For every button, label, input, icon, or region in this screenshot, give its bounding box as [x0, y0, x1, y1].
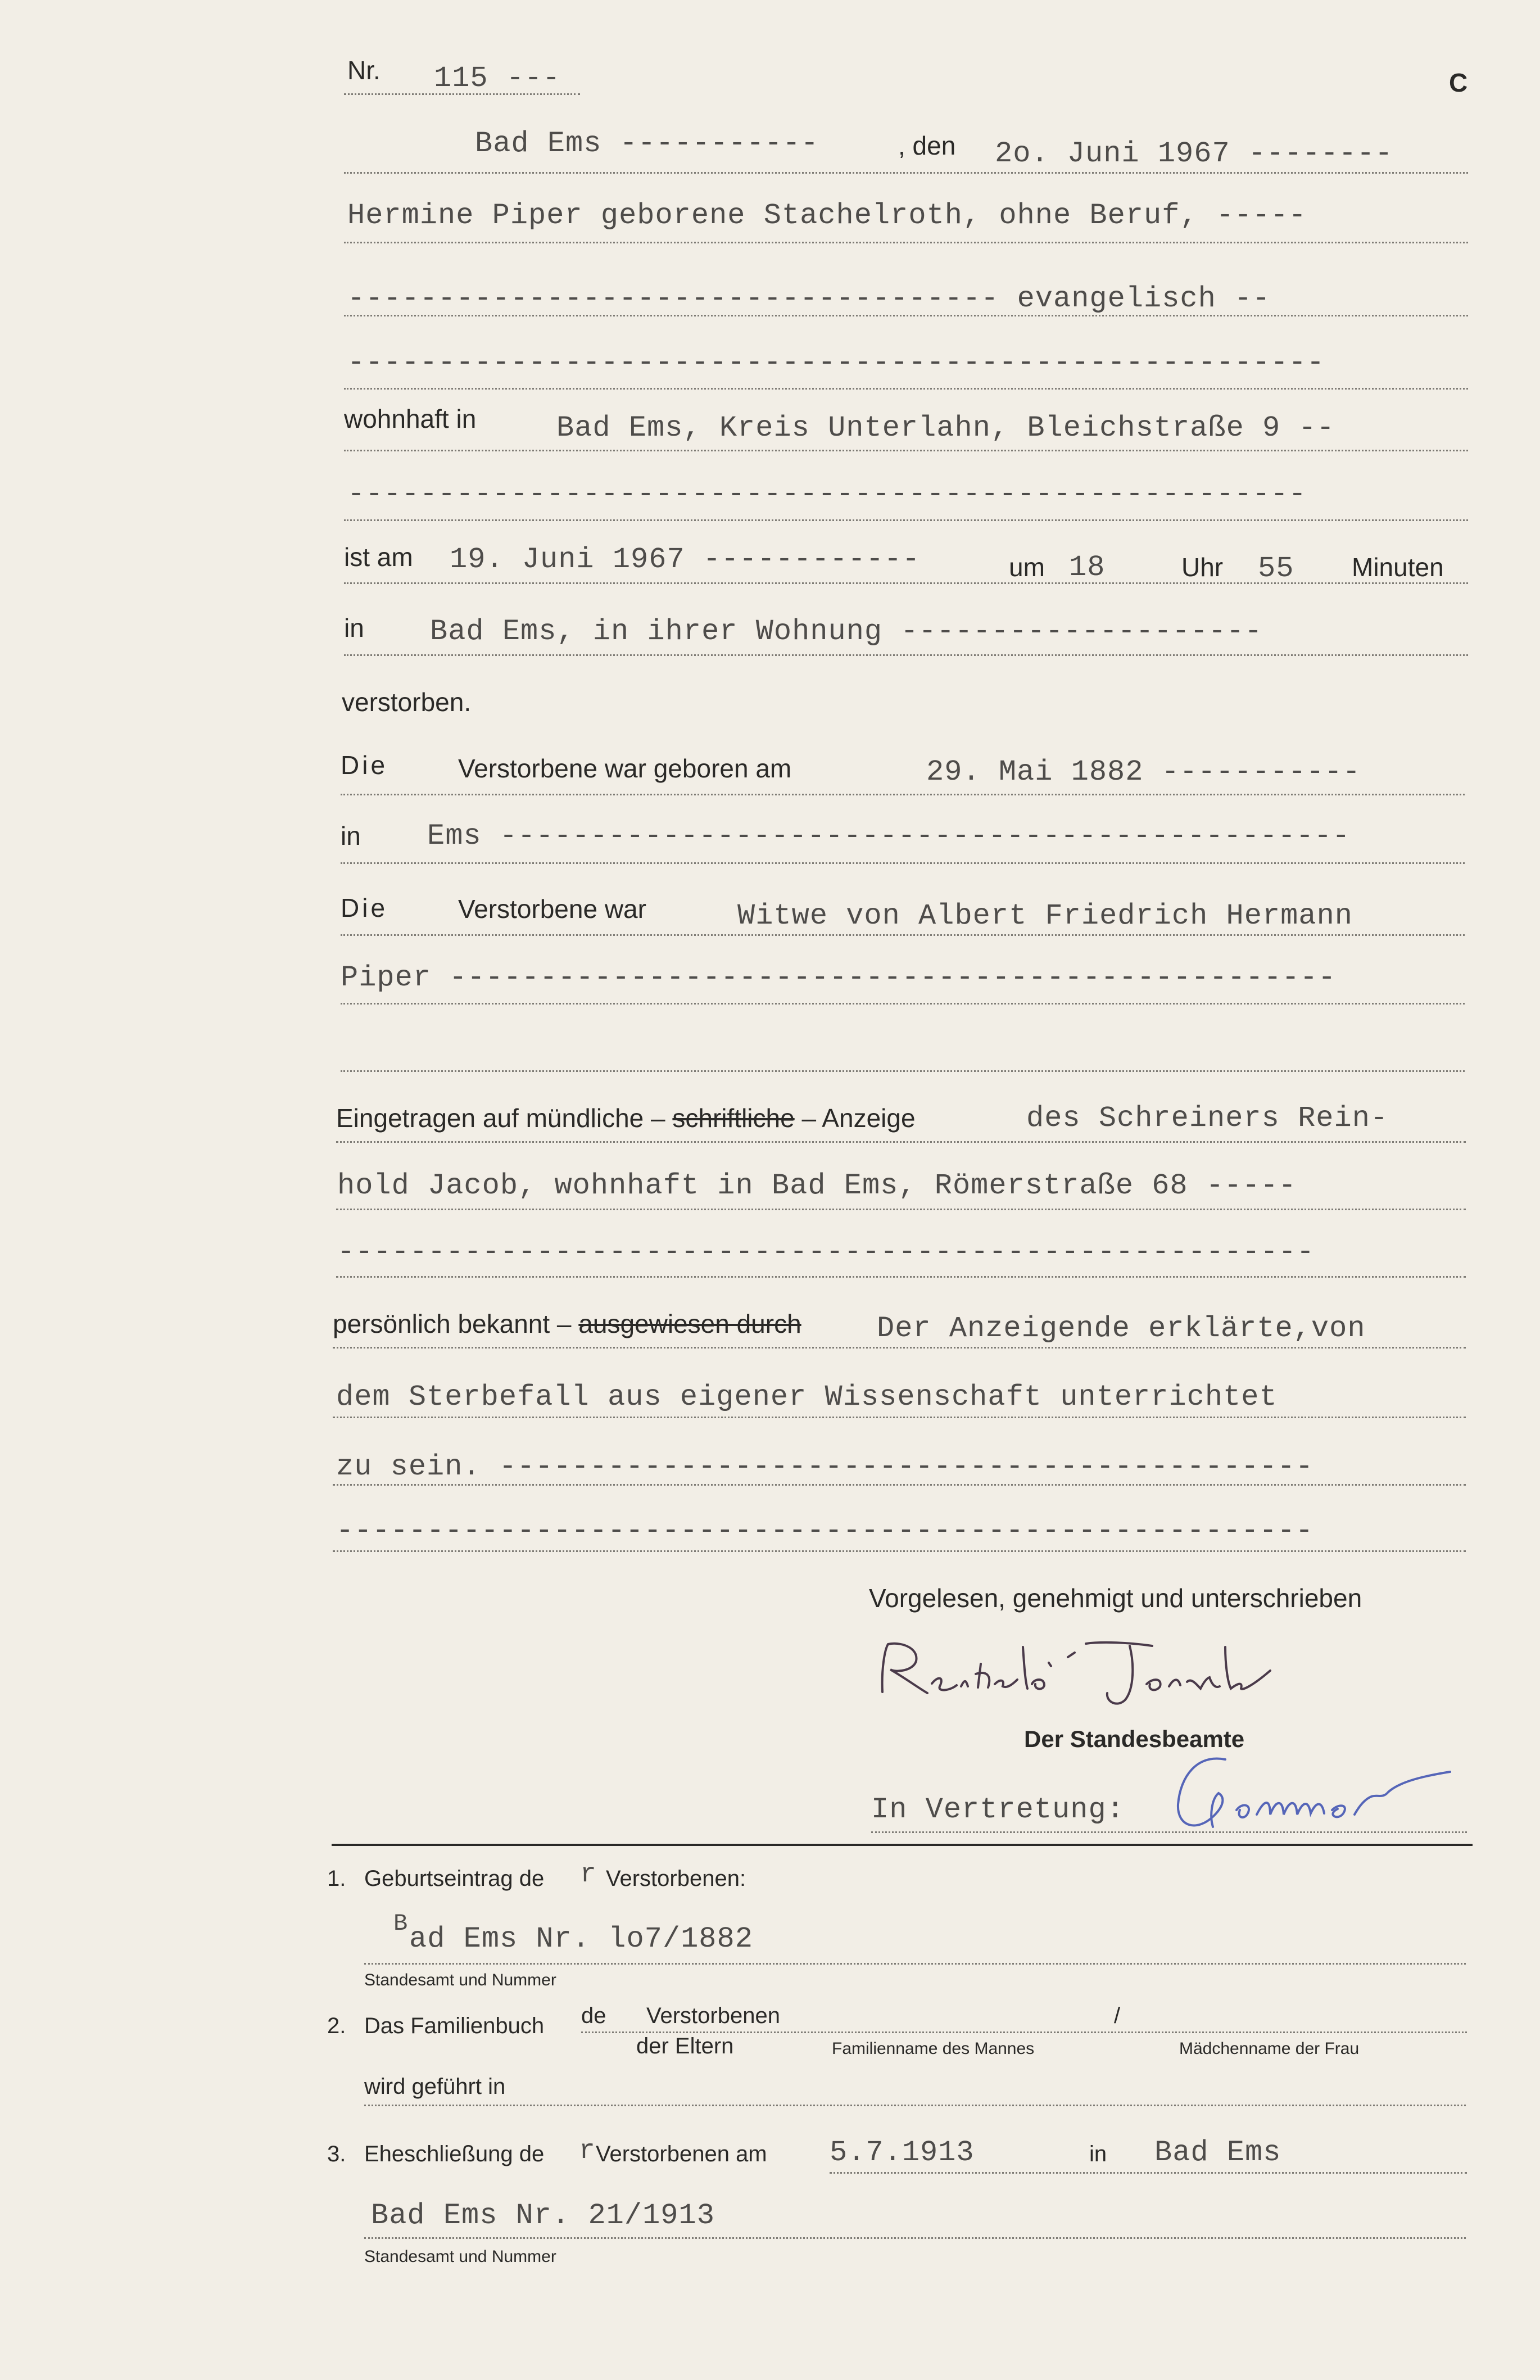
- birth-date: 29. Mai 1882 -----------: [926, 755, 1361, 789]
- residence-value: Bad Ems, Kreis Unterlahn, Bleichstraße 9 --: [556, 411, 1335, 445]
- birth-place: Ems -----------------------------------------------: [427, 820, 1351, 853]
- name-line: [344, 242, 1468, 243]
- death-date: 19. Juni 1967 ------------: [450, 543, 921, 576]
- residence-cont-line: [344, 519, 1468, 521]
- item2-familienname: Familienname des Mannes: [832, 2039, 1035, 2058]
- informant-line-2: hold Jacob, wohnhaft in Bad Ems, Römerstraße 68 -----: [337, 1169, 1297, 1202]
- item3-number: 3.: [327, 2142, 346, 2166]
- uhr-label: Uhr: [1181, 553, 1224, 582]
- item3-date: 5.7.1913: [830, 2136, 975, 2169]
- statement-line-2: dem Sterbefall aus eigener Wissenschaft unterrichtet: [336, 1381, 1278, 1414]
- death-hour: 18: [1069, 551, 1106, 584]
- informant-line-2-rule: [336, 1209, 1466, 1210]
- item3-line: [830, 2172, 1467, 2174]
- item3-in: in: [1089, 2142, 1107, 2166]
- marital-label: Verstorbene war: [458, 894, 646, 924]
- item2-maedchenname: Mädchenname der Frau: [1179, 2039, 1360, 2058]
- item1-label-typed: r: [580, 1859, 597, 1890]
- informant-line-1: des Schreiners Rein-: [1026, 1102, 1389, 1135]
- in-vertretung-label: In Vertretung:: [871, 1793, 1125, 1826]
- item2-eltern: der Eltern: [636, 2034, 734, 2058]
- birth-label: Verstorbene war geboren am: [458, 754, 792, 783]
- minuten-label: Minuten: [1352, 553, 1444, 582]
- item1-value: ad Ems Nr. lo7/1882: [409, 1922, 753, 1956]
- blank-line: [344, 388, 1468, 390]
- informant-label-prefix: Eingetragen auf mündliche –: [336, 1103, 665, 1133]
- item3-place: Bad Ems: [1154, 2136, 1281, 2169]
- corner-letter: C: [1449, 68, 1468, 97]
- marital-blank-line: [341, 1070, 1465, 1072]
- item3-value-line: [364, 2237, 1466, 2239]
- ist-am-label: ist am: [344, 542, 413, 572]
- nr-label: Nr.: [347, 56, 381, 85]
- statement-line-1-rule: [333, 1347, 1466, 1349]
- item2-slash: /: [1114, 2003, 1121, 2028]
- um-label: um: [1009, 553, 1045, 582]
- section-divider: [332, 1844, 1473, 1846]
- informant-label-struck: schriftliche: [672, 1103, 795, 1133]
- item1-label-b: Verstorbenen:: [606, 1866, 746, 1891]
- death-date-line: [344, 582, 1468, 584]
- item1-number: 1.: [327, 1866, 346, 1891]
- item2-gefuehrt: wird geführt in: [364, 2074, 506, 2099]
- deceased-religion: ------------------------------------ evangelisch --: [347, 282, 1271, 315]
- item1-line: [364, 1963, 1466, 1965]
- registration-date: 2o. Juni 1967 --------: [995, 137, 1393, 170]
- statement-line-2-rule: [333, 1417, 1466, 1418]
- statement-line-4: ------------------------------------------------------: [336, 1514, 1314, 1548]
- item1-label-a: Geburtseintrag de: [364, 1866, 545, 1891]
- identification-label: [333, 1309, 801, 1339]
- item2-line: [581, 2031, 1467, 2033]
- death-in-label: in: [344, 613, 364, 642]
- item1-sub: Standesamt und Nummer: [364, 1971, 556, 1989]
- item3-sub: Standesamt und Nummer: [364, 2247, 556, 2266]
- marital-line: [341, 934, 1465, 936]
- marital-status: Witwe von Albert Friedrich Hermann: [737, 899, 1353, 933]
- den-label: , den: [898, 131, 956, 160]
- residence-label: wohnhaft in: [344, 404, 477, 433]
- birth-die-label: Die: [341, 750, 388, 780]
- item3-label-b: Verstorbenen am: [596, 2142, 767, 2166]
- nr-value: 115 ---: [434, 62, 561, 95]
- informant-label: [336, 1103, 916, 1133]
- statement-line-3: zu sein. ---------------------------------------------: [336, 1450, 1314, 1483]
- statement-line-1: Der Anzeigende erklärte,von: [877, 1312, 1366, 1345]
- religion-line: [344, 315, 1468, 316]
- read-approved-text: Vorgelesen, genehmigt und unterschrieben: [869, 1583, 1362, 1613]
- registration-place: Bad Ems -----------: [475, 127, 819, 160]
- informant-label-suffix: – Anzeige: [801, 1103, 916, 1133]
- informant-line-1-rule: [336, 1141, 1466, 1143]
- item2-label: Das Familienbuch: [364, 2014, 545, 2038]
- informant-line-3: ------------------------------------------------------: [337, 1236, 1315, 1269]
- statement-line-4-rule: [333, 1550, 1466, 1552]
- nr-line: [344, 93, 580, 95]
- birth-in-label: in: [341, 821, 361, 850]
- marital-status-cont: Piper -------------------------------------------------: [341, 961, 1337, 994]
- item2-gefuehrt-line: [364, 2105, 1466, 2106]
- death-place: Bad Ems, in ihrer Wohnung --------------------: [430, 615, 1263, 648]
- registrar-signature: [1158, 1743, 1473, 1855]
- item3-label-typed: r: [579, 2136, 596, 2166]
- residence-line: [344, 450, 1468, 451]
- marital-die-label: Die: [341, 893, 388, 922]
- item1-value-prefix: B: [393, 1910, 409, 1937]
- verstorben-label: verstorben.: [342, 687, 472, 717]
- identification-prefix: persönlich bekannt –: [333, 1309, 572, 1338]
- identification-struck: ausgewiesen durch: [578, 1309, 801, 1338]
- birth-date-line: [341, 794, 1465, 795]
- place-date-line: [344, 172, 1468, 174]
- death-place-line: [344, 654, 1468, 656]
- deceased-name: Hermine Piper geborene Stachelroth, ohne Beruf, -----: [347, 199, 1307, 232]
- item2-number: 2.: [327, 2014, 346, 2038]
- registrar-label: Der Standesbeamte: [1024, 1726, 1245, 1752]
- statement-line-3-rule: [333, 1484, 1466, 1486]
- item2-verstorbenen: Verstorbenen: [646, 2003, 780, 2028]
- item3-label-a: Eheschließung de: [364, 2142, 545, 2166]
- death-minutes: 55: [1258, 552, 1294, 585]
- informant-line-3-rule: [336, 1276, 1466, 1278]
- birth-place-line: [341, 862, 1465, 864]
- item3-value: Bad Ems Nr. 21/1913: [371, 2199, 715, 2232]
- deceased-blank-line: ------------------------------------------------------: [347, 346, 1325, 379]
- residence-cont: -----------------------------------------------------: [347, 478, 1307, 511]
- marital-cont-line: [341, 1003, 1465, 1005]
- informant-signature: [866, 1630, 1484, 1709]
- item2-de: de: [581, 2003, 606, 2028]
